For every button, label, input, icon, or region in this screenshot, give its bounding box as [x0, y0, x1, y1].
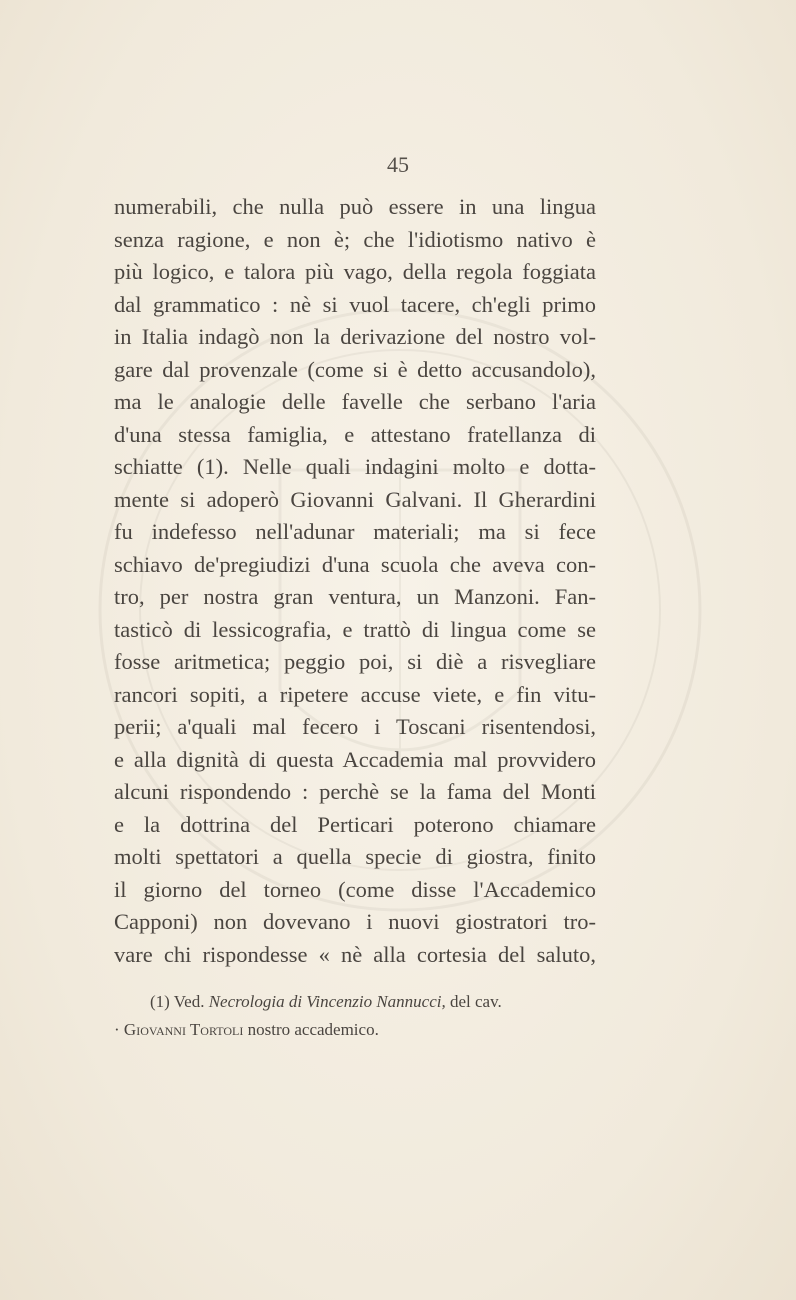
text-line: numerabili, che nulla può essere in una lingua	[114, 194, 596, 219]
text-line: perii; a'quali mal fecero i Toscani risentendosi,	[114, 714, 596, 739]
footnote-marker: (1) Ved.	[150, 992, 205, 1011]
text-line: il giorno del torneo (come disse l'Accademico	[114, 876, 596, 902]
text-line: gare dal provenzale (come si è detto accusandolo),	[114, 356, 596, 382]
page-number: 45	[387, 152, 409, 177]
text-line: tasticò di lessicografia, e trattò di lingua come se	[114, 616, 596, 642]
text-line: alcuni rispondendo : perchè se la fama del Monti	[114, 779, 596, 804]
text-line: mente si adoperò Giovanni Galvani. Il Gherardini	[114, 486, 596, 512]
text-line: e alla dignità di questa Accademia mal provvidero	[114, 746, 596, 772]
footnote-tail: nostro accademico.	[247, 1020, 379, 1039]
text-line: fu indefesso nell'adunar materiali; ma si fece	[114, 519, 596, 544]
text-line: tro, per nostra gran ventura, un Manzoni. Fan-	[114, 584, 596, 609]
footnote-line-2: · Giovanni Tortoli nostro accademico.	[114, 1020, 379, 1039]
text-line: rancori sopiti, a ripetere accuse viete, e fin vitu-	[114, 681, 596, 707]
body-text	[114, 191, 596, 971]
text-line: senza ragione, e non è; che l'idiotismo nativo è	[114, 226, 596, 252]
footnote-title: Necrologia di Vincenzio Nannucci,	[208, 992, 446, 1011]
text-line: schiavo de'pregiudizi d'una scuola che aveva con-	[114, 551, 596, 577]
text-line: Capponi) non dovevano i nuovi giostratori tro-	[114, 909, 596, 934]
text-line: molti spettatori a quella specie di giostra, finito	[114, 844, 596, 869]
footnote-author: Giovanni Tortoli	[123, 1020, 244, 1039]
text-line: schiatte (1). Nelle quali indagini molto e dotta-	[114, 454, 596, 479]
text-line: più logico, e talora più vago, della regola foggiata	[114, 259, 596, 284]
text-line: e la dottrina del Perticari poterono chiamare	[114, 811, 596, 837]
footnote-line-1	[114, 988, 596, 1016]
text-line: ma le analogie delle favelle che serbano l'aria	[114, 389, 596, 414]
text-line: d'una stessa famiglia, e attestano fratellanza di	[114, 421, 596, 447]
text-line: vare chi rispondesse « nè alla cortesia del saluto,	[114, 941, 596, 967]
text-line: in Italia indagò non la derivazione del nostro vol-	[114, 324, 596, 349]
text-line: dal grammatico : nè si vuol tacere, ch'egli primo	[114, 291, 596, 317]
footnote-after-title: del cav.	[449, 992, 502, 1011]
footnote	[114, 988, 596, 1044]
text-line: fosse aritmetica; peggio poi, si diè a risvegliare	[114, 649, 596, 674]
